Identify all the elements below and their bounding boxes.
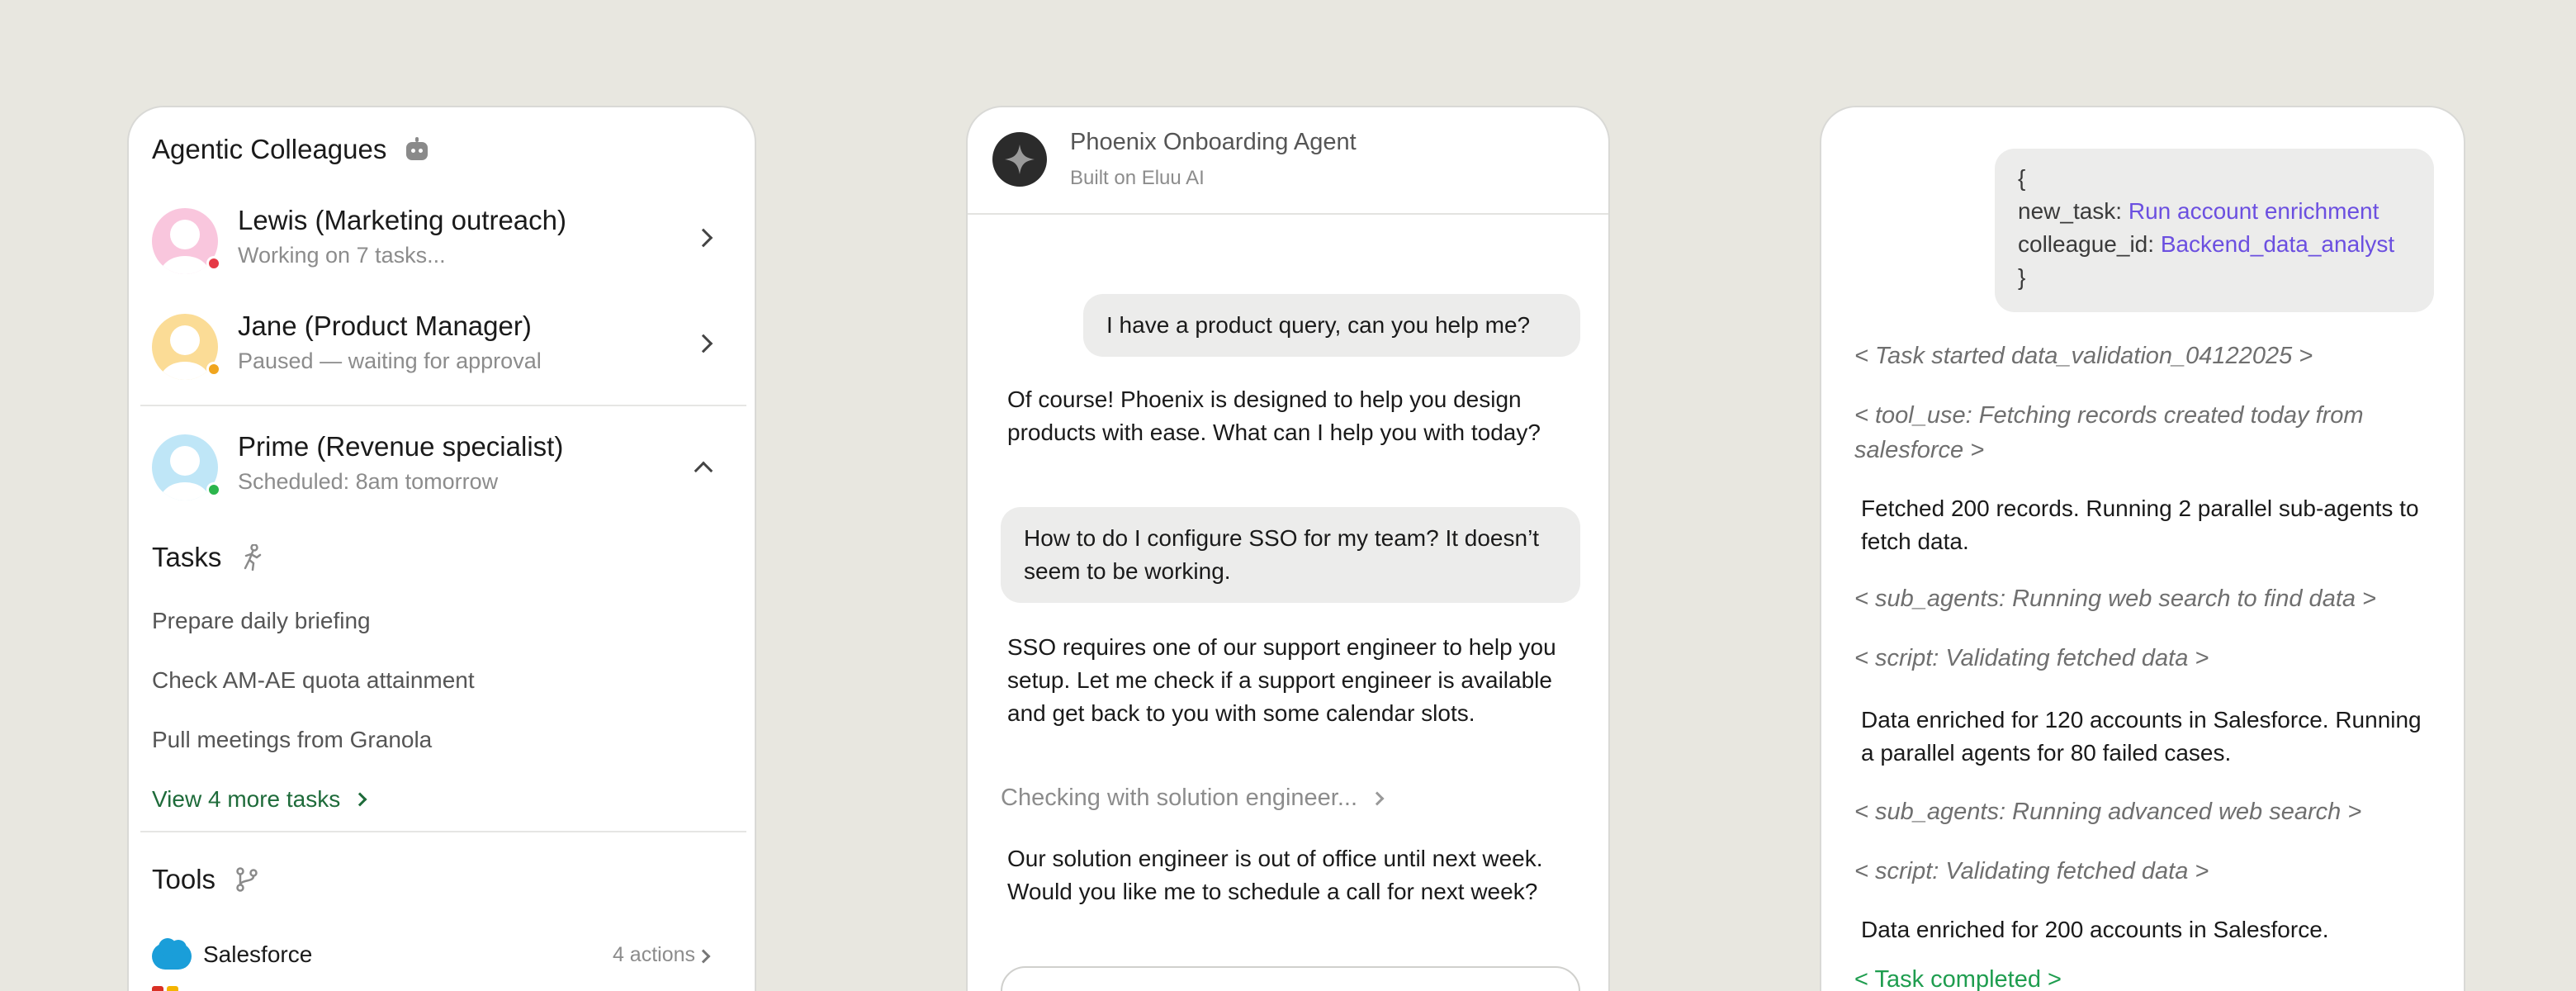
status-dot [206,482,221,497]
running-person-icon [241,544,263,571]
colleague-name: Jane (Product Manager) [238,311,532,341]
status-dot [206,362,221,377]
git-branch-icon [235,867,258,892]
colleague-value: Backend_data_analyst [2160,231,2395,257]
agent-logo-icon [992,132,1047,187]
robot-icon [406,137,428,162]
log-entry: < script: Validating fetched data > [1854,858,2209,884]
agent-subtitle: Built on Eluu AI [1070,167,1205,189]
status-dot [206,256,221,271]
checking-status-link[interactable] [1001,785,1382,812]
tools-title: Tools [152,864,216,894]
chevron-right-icon [697,950,711,964]
log-entry: < Task started data_validation_04122025 > [1854,343,2313,369]
tools-section-title [152,864,258,895]
log-output: Data enriched for 200 accounts in Salesforce. [1861,917,2329,942]
divider [140,831,746,832]
task-payload-box [1995,149,2434,312]
view-more-label: View 4 more tasks [152,786,341,812]
agent-name: Phoenix Onboarding Agent [1070,129,1357,155]
chevron-right-icon [694,229,713,248]
colleague-jane[interactable] [152,309,735,391]
chat-input[interactable] [1001,966,1580,991]
tool-actions-count: 4 actions [612,943,695,966]
tool-name: Salesforce [203,941,313,967]
user-message: How to do I configure SSO for my team? It doesn’t seem to be working. [1001,507,1580,603]
user-message: I have a product query, can you help me? [1083,294,1580,357]
agent-message: Of course! Phoenix is designed to help you design products with ease. What can I help you with today? [1007,386,1541,445]
agent-message: SSO requires one of our support engineer to help you setup. Let me check if a support engineer is available and get back to you with some calendar slots. [1007,634,1556,726]
task-item[interactable]: Check AM-AE quota attainment [152,667,475,693]
log-entry: < script: Validating fetched data > [1854,645,2209,671]
task-value: Run account enrichment [2128,198,2379,224]
tool-logo-partial-icon [152,986,201,991]
colleague-lewis[interactable] [152,203,735,286]
agent-message: Our solution engineer is out of office until next week. Would you like me to schedule a call for next week? [1007,846,1543,904]
chevron-right-icon [353,793,367,807]
code-line-colleague: colleague_id: Backend_data_analyst [2018,231,2395,257]
tasks-title: Tasks [152,542,222,572]
log-entry: < sub_agents: Running web search to find data > [1854,586,2376,612]
tool-salesforce[interactable] [152,941,735,974]
tasks-section-title [152,542,263,573]
log-output: Data enriched for 120 accounts in Salesforce. Running a parallel agents for 80 failed cases. [1861,707,2422,766]
agentic-colleagues-card [127,106,756,991]
task-item[interactable]: Prepare daily briefing [152,608,371,633]
chevron-right-icon [1371,791,1385,805]
colleague-name: Lewis (Marketing outreach) [238,205,566,235]
colleague-status: Working on 7 tasks... [238,243,446,268]
task-log-card [1820,106,2465,991]
colleagues-header [152,134,428,165]
code-open-brace: { [2018,165,2026,191]
salesforce-icon [152,943,192,970]
log-output: Fetched 200 records. Running 2 parallel sub-agents to fetch data. [1861,496,2419,554]
colleague-name: Prime (Revenue specialist) [238,431,564,462]
log-entry: < tool_use: Fetching records created today from salesforce > [1854,402,2364,463]
colleague-status: Scheduled: 8am tomorrow [238,469,499,494]
task-completed-status: < Task completed > [1854,966,2062,991]
divider [140,405,746,406]
code-line-task: new_task: Run account enrichment [2018,198,2379,224]
checking-label: Checking with solution engineer... [1001,785,1358,811]
view-more-tasks-link[interactable] [152,786,365,813]
chevron-up-icon[interactable] [694,462,713,481]
colleagues-title: Agentic Colleagues [152,134,387,164]
code-close-brace: } [2018,264,2026,290]
chevron-right-icon [694,334,713,353]
colleague-status: Paused — waiting for approval [238,349,542,373]
chat-header [968,107,1610,215]
log-entry: < sub_agents: Running advanced web search > [1854,799,2362,825]
chat-card [966,106,1610,991]
task-item[interactable]: Pull meetings from Granola [152,727,433,752]
colleague-prime[interactable] [152,429,735,512]
